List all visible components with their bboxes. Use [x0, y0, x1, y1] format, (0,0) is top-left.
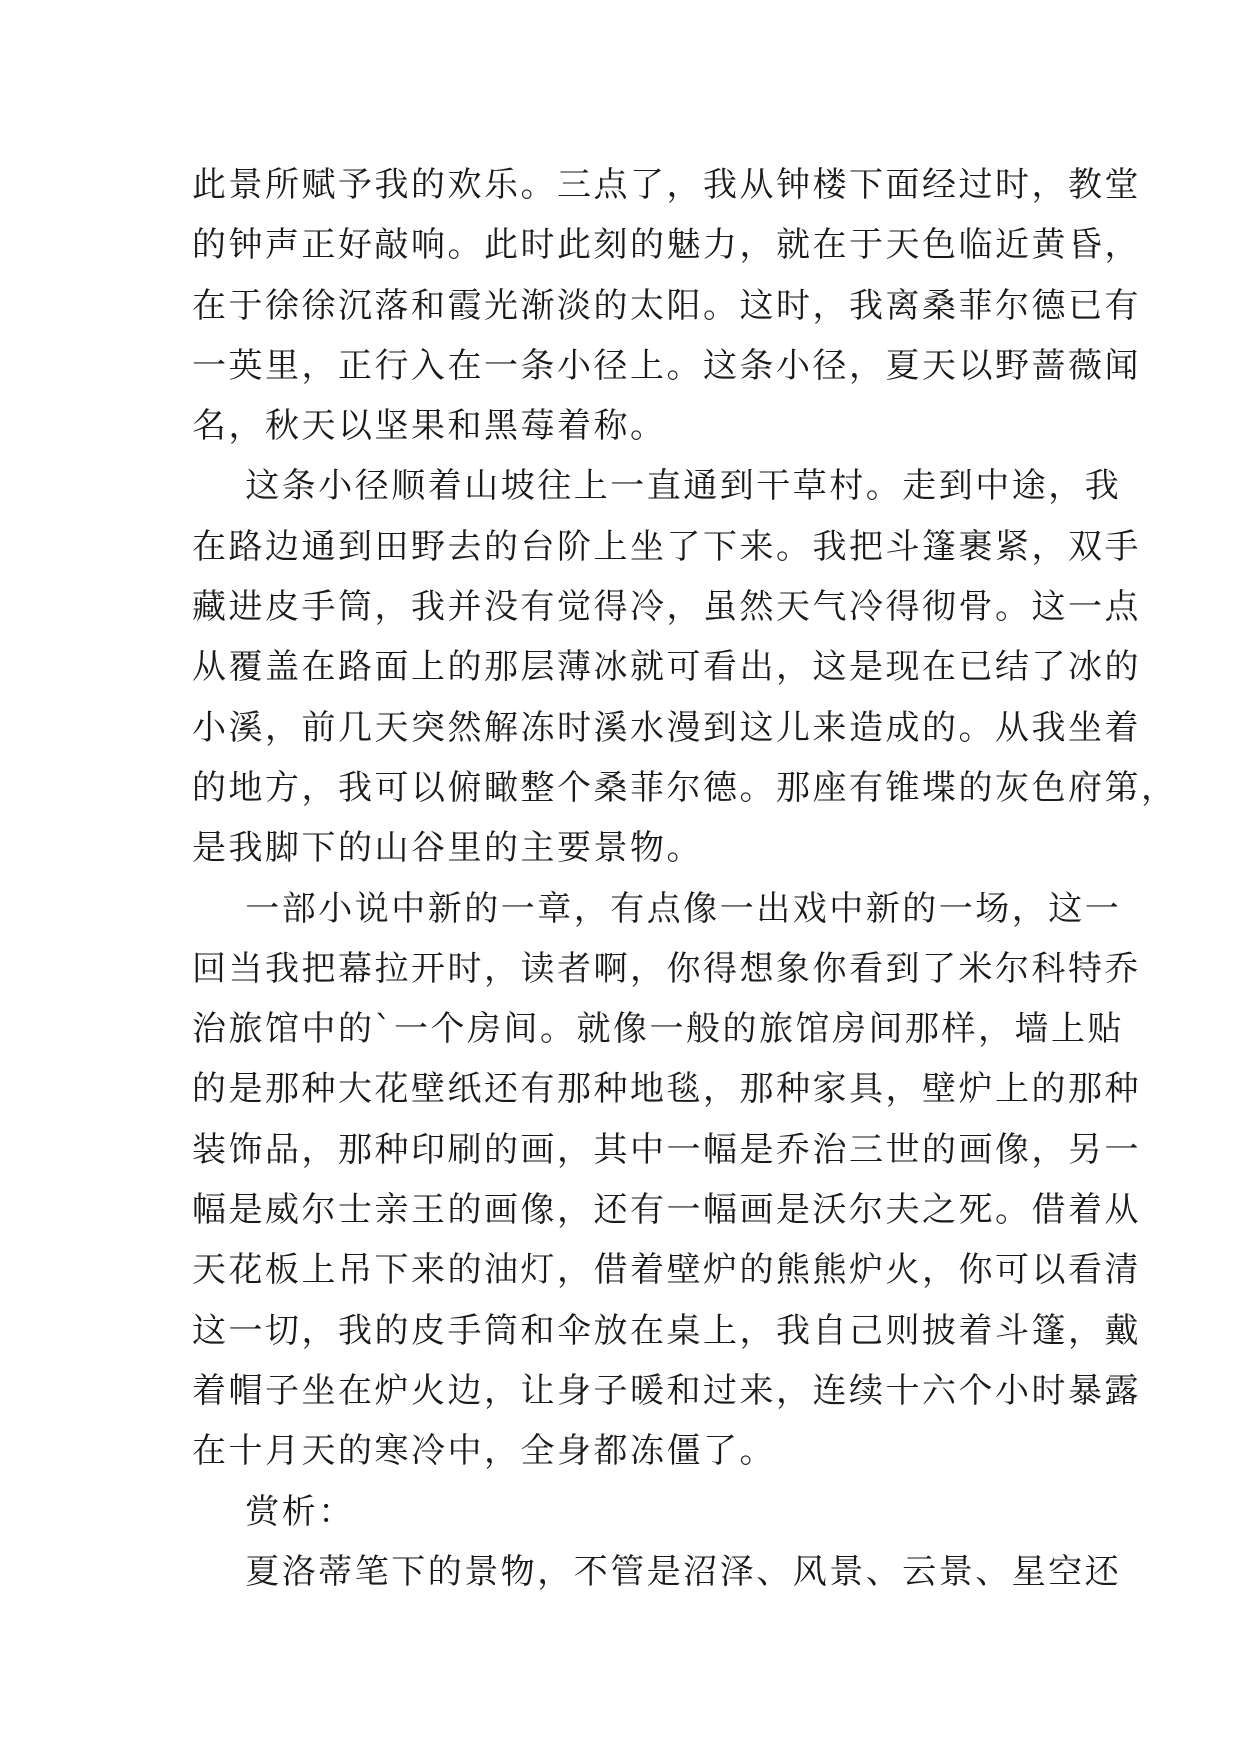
text-line: 天花板上吊下来的油灯，借着壁炉的熊熊炉火，你可以看清	[192, 1250, 1141, 1291]
text-line: 从覆盖在路面上的那层薄冰就可看出，这是现在已结了冰的	[192, 647, 1141, 688]
text-line: 在于徐徐沉落和霞光渐淡的太阳。这时，我离桑菲尔德已有	[192, 285, 1141, 326]
text-line: 在十月天的寒冷中，全身都冻僵了。	[192, 1431, 776, 1472]
paragraph-3	[192, 879, 1141, 1482]
text-line: 装饰品，那种印刷的画，其中一幅是乔治三世的画像，另一	[192, 1129, 1141, 1170]
document-body	[192, 155, 1178, 1602]
text-line: 着帽子坐在炉火边，让身子暖和过来，连续十六个小时暴露	[192, 1370, 1141, 1411]
text-line: 此景所赋予我的欢乐。三点了，我从钟楼下面经过时，教堂	[192, 165, 1141, 205]
text-line: 一英里，正行入在一条小径上。这条小径，夏天以野蔷薇闻	[192, 345, 1141, 386]
text-line: 这一切，我的皮手筒和伞放在桌上，我自己则披着斗篷，戴	[192, 1310, 1141, 1351]
text-line: 赏析：	[192, 1491, 355, 1532]
paragraph-2	[192, 456, 1178, 878]
text-line: 的地方，我可以俯瞰整个桑菲尔德。那座有锥堞的灰色府第，	[192, 767, 1178, 808]
text-line: 的是那种大花壁纸还有那种地毯，那种家具，壁炉上的那种	[192, 1069, 1141, 1110]
text-line: 幅是威尔士亲王的画像，还有一幅画是沃尔夫之死。借着从	[192, 1190, 1141, 1231]
text-line: 小溪，前几天突然解冻时溪水漫到这儿来造成的。从我坐着	[192, 707, 1141, 748]
text-line: 藏进皮手筒，我并没有觉得冷，虽然天气冷得彻骨。这一点	[192, 587, 1141, 628]
analysis-paragraph	[192, 1542, 1122, 1602]
text-line: 在路边通到田野去的台阶上坐了下来。我把斗篷裹紧，双手	[192, 526, 1141, 567]
text-line: 一部小说中新的一章，有点像一出戏中新的一场，这一	[192, 888, 1122, 929]
text-line: 治旅馆中的`一个房间。就像一般的旅馆房间那样，墙上贴	[192, 1009, 1124, 1050]
text-line: 名，秋天以坚果和黑莓着称。	[192, 406, 667, 447]
text-line: 回当我把幕拉开时，读者啊，你得想象你看到了米尔科特乔	[192, 948, 1141, 989]
text-line: 是我脚下的山谷里的主要景物。	[192, 828, 703, 869]
analysis-heading	[192, 1482, 1048, 1542]
paragraph-1	[192, 155, 1141, 456]
text-line: 夏洛蒂笔下的景物，不管是沼泽、风景、云景、星空还	[192, 1551, 1122, 1592]
text-line: 的钟声正好敲响。此时此刻的魅力，就在于天色临近黄昏，	[192, 225, 1141, 266]
text-line: 这条小径顺着山坡往上一直通到干草村。走到中途，我	[192, 466, 1122, 507]
